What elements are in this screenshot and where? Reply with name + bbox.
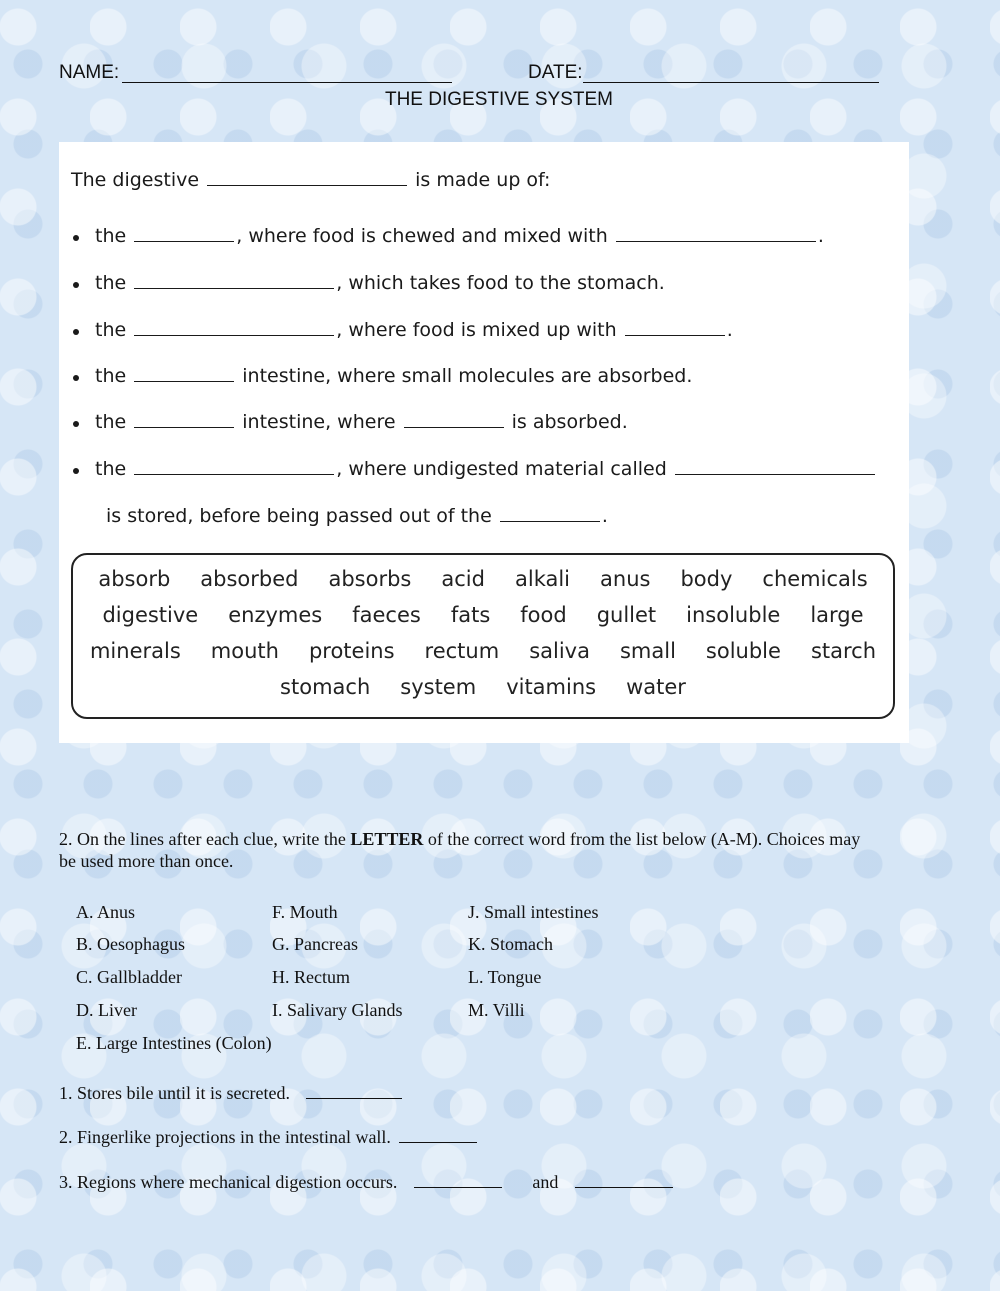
word-bank-word: mouth	[210, 639, 279, 663]
word-bank-word: chemicals	[762, 567, 868, 591]
word-bank-row	[73, 675, 893, 699]
clue-2	[59, 1127, 477, 1148]
bullet-dot	[73, 468, 79, 474]
word-bank-word: proteins	[308, 639, 395, 663]
word-bank-word: enzymes	[228, 603, 323, 627]
instr-text-end: of the correct word from the list below (A-M). Choices may	[423, 829, 861, 849]
word-bank-word: fats	[450, 603, 491, 627]
blank-saliva[interactable]	[616, 240, 816, 242]
choice-m: M. Villi	[468, 1000, 525, 1020]
bullet-dot	[73, 235, 79, 241]
clue-text: 1. Stores bile until it is secreted.	[59, 1083, 290, 1103]
clue-3	[59, 1172, 673, 1193]
word-bank-word: minerals	[89, 639, 181, 663]
bullet-dot	[73, 282, 79, 288]
date-input-line[interactable]	[583, 82, 879, 83]
word-bank-word: absorbed	[200, 567, 299, 591]
answer-blank-1[interactable]	[306, 1097, 402, 1099]
answer-blank-3a[interactable]	[414, 1186, 502, 1188]
blank-gullet[interactable]	[134, 287, 334, 289]
page-title: THE DIGESTIVE SYSTEM	[384, 89, 614, 110]
word-bank-word: alkali	[514, 567, 571, 591]
bullet-the: the	[95, 411, 127, 433]
bullet-small-intestine	[95, 365, 692, 387]
blank-system[interactable]	[207, 184, 407, 186]
word-bank-word: stomach	[280, 675, 371, 699]
choice-h: H. Rectum	[272, 967, 350, 987]
word-bank	[71, 553, 895, 719]
choice-e: E. Large Intestines (Colon)	[76, 1033, 272, 1053]
blank-faeces[interactable]	[675, 473, 875, 475]
choice-b: B. Oesophagus	[76, 934, 185, 954]
name-input-line[interactable]	[122, 82, 452, 83]
bullet-end: .	[726, 319, 733, 341]
word-bank-word: digestive	[102, 603, 199, 627]
blank-water[interactable]	[404, 426, 504, 428]
word-bank-row	[73, 603, 893, 627]
bullet-stomach	[95, 319, 733, 341]
bullet-end: is absorbed.	[511, 411, 628, 433]
bullet-text: , where food is chewed and mixed with	[236, 225, 608, 247]
bullet-text: intestine, where	[242, 411, 396, 433]
choice-j: J. Small intestines	[468, 902, 599, 922]
bullet-text: , where food is mixed up with	[336, 319, 617, 341]
word-bank-word: soluble	[705, 639, 781, 663]
word-bank-word: water	[626, 675, 686, 699]
blank-large[interactable]	[134, 426, 234, 428]
bullet-end: .	[817, 225, 824, 247]
word-bank-row	[73, 639, 893, 663]
word-bank-word: system	[400, 675, 477, 699]
section2-instructions	[59, 829, 860, 850]
word-bank-word: faeces	[352, 603, 421, 627]
clue-text: 3. Regions where mechanical digestion occurs.	[59, 1172, 398, 1192]
bullet-text: , which takes food to the stomach.	[336, 272, 665, 294]
word-bank-row	[73, 567, 893, 591]
word-bank-word: small	[619, 639, 676, 663]
fill-in-card	[59, 142, 909, 743]
bullet-text: is stored, before being passed out of the	[106, 505, 492, 527]
clue-text: 2. Fingerlike projections in the intestinal wall.	[59, 1127, 391, 1147]
word-bank-word: body	[680, 567, 733, 591]
date-label: DATE:	[528, 62, 583, 83]
and-word: and	[532, 1172, 559, 1192]
bullet-mouth	[95, 225, 824, 247]
word-bank-word: gullet	[596, 603, 657, 627]
bullet-dot	[73, 329, 79, 335]
word-bank-word: absorbs	[328, 567, 412, 591]
word-bank-word: rectum	[424, 639, 500, 663]
choice-f: F. Mouth	[272, 902, 338, 922]
bullet-end: .	[601, 505, 608, 527]
bullet-dot	[73, 421, 79, 427]
choice-g: G. Pancreas	[272, 934, 358, 954]
bullet-gullet	[95, 272, 665, 294]
word-bank-word: vitamins	[506, 675, 597, 699]
blank-anus[interactable]	[500, 520, 600, 522]
word-bank-word: starch	[810, 639, 877, 663]
choice-k: K. Stomach	[468, 934, 553, 954]
answer-blank-3b[interactable]	[575, 1186, 673, 1188]
clue-1	[59, 1083, 402, 1104]
instr-text: 2. On the lines after each clue, write the	[59, 829, 351, 849]
blank-mouth[interactable]	[134, 240, 234, 242]
blank-small[interactable]	[134, 380, 234, 382]
word-bank-word: insoluble	[686, 603, 781, 627]
bullet-large-intestine	[95, 411, 628, 433]
choice-a: A. Anus	[76, 902, 136, 922]
answer-blank-2[interactable]	[399, 1141, 477, 1143]
bullet-rectum	[95, 458, 877, 480]
bullet-dot	[73, 375, 79, 381]
word-bank-word: saliva	[529, 639, 590, 663]
word-bank-word: food	[520, 603, 567, 627]
word-bank-word: absorb	[98, 567, 171, 591]
name-label: NAME:	[59, 62, 120, 83]
bullet-the: the	[95, 272, 127, 294]
bullet-text: , where undigested material called	[336, 458, 667, 480]
choice-i: I. Salivary Glands	[272, 1000, 403, 1020]
intro-sentence	[71, 169, 550, 191]
bullet-the: the	[95, 225, 127, 247]
blank-stomach[interactable]	[134, 334, 334, 336]
intro-text-end: is made up of:	[415, 169, 551, 191]
bullet-the: the	[95, 319, 127, 341]
bullet-rectum-continued	[106, 505, 608, 527]
word-bank-word: large	[810, 603, 864, 627]
choice-l: L. Tongue	[468, 967, 542, 987]
choice-c: C. Gallbladder	[76, 967, 182, 987]
word-bank-word: acid	[441, 567, 485, 591]
word-bank-word: anus	[600, 567, 651, 591]
intro-text: The digestive	[71, 169, 200, 191]
bullet-the: the	[95, 458, 127, 480]
bullet-the: the	[95, 365, 127, 387]
bullet-text: intestine, where small molecules are absorbed.	[242, 365, 693, 387]
section2-instructions-line2: be used more than once.	[59, 851, 234, 871]
choice-d: D. Liver	[76, 1000, 137, 1020]
instr-bold: LETTER	[350, 829, 424, 849]
blank-rectum[interactable]	[134, 473, 334, 475]
blank-acid[interactable]	[625, 334, 725, 336]
